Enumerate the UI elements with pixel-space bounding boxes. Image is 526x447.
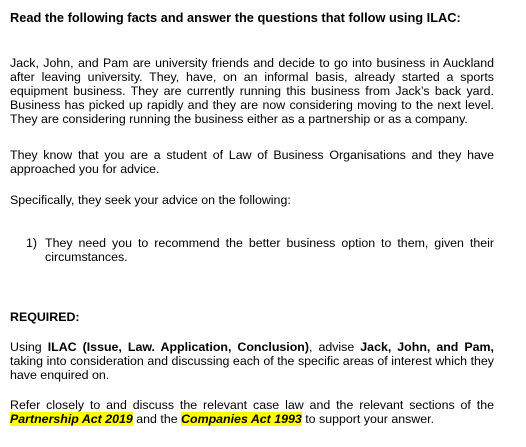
legislation-text-part2: and the (132, 412, 182, 426)
context-paragraph: They know that you are a student of Law of Business Organisations and they have approached you for advice. (10, 148, 494, 176)
ilac-text-part2: , advise (309, 340, 361, 354)
required-heading: REQUIRED: (10, 310, 80, 324)
instructions-heading: Read the following facts and answer the questions that follow using ILAC: (10, 10, 461, 25)
legislation-paragraph (10, 398, 494, 426)
list-item-number: 1) (26, 236, 38, 250)
ilac-expansion: (Issue, Law. Application, Conclusion) (76, 340, 309, 354)
ilac-text-part3: taking into consideration and discussing each of the specific areas of interest which they have enquired on. (10, 354, 494, 382)
legislation-text-part3: to support your answer. (301, 412, 435, 426)
companies-act-highlight: Companies Act 1993 (181, 412, 302, 426)
legislation-text-part1: Refer closely to and discuss the relevant case law and the relevant sections of the (10, 398, 494, 412)
partnership-act-highlight: Partnership Act 2019 (10, 412, 133, 426)
list-item-text: They need you to recommend the better business option to them, given their circumstances. (45, 236, 494, 264)
ilac-term: ILAC (47, 340, 77, 354)
question-list (26, 236, 494, 264)
facts-paragraph: Jack, John, and Pam are university friends and decide to go into business in Auckland after leaving university. They, have, on an informal basis, already started a sports equipment business. They are currently running this business from Jack’s back yard. Business has picked up rapidly and they are now considering moving to the next level. They are considering running the business either as a partnership or as a company. (10, 56, 494, 126)
advice-intro-paragraph: Specifically, they seek your advice on the following: (10, 193, 291, 207)
ilac-instruction-paragraph (10, 340, 494, 382)
ilac-text-part1: Using (10, 340, 48, 354)
client-names: Jack, John, and Pam, (360, 340, 494, 354)
